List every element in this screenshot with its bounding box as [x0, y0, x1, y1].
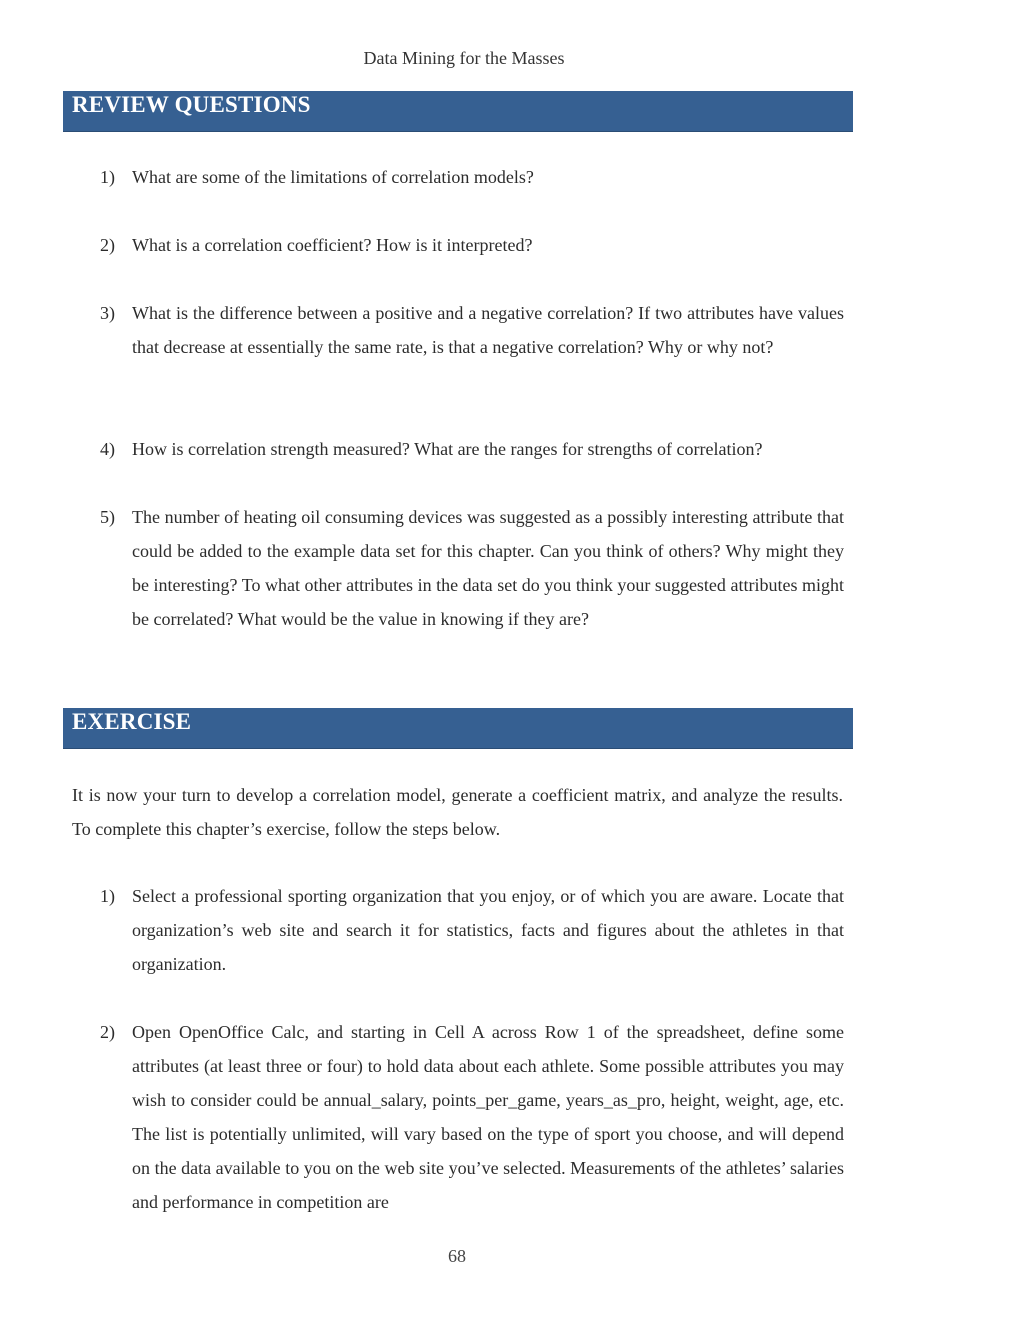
review-question-5	[100, 500, 844, 636]
exercise-step-1	[100, 879, 844, 981]
question-number: 4)	[100, 439, 115, 459]
review-question-1	[100, 160, 844, 194]
review-question-3	[100, 296, 844, 364]
question-number: 1)	[100, 167, 115, 187]
exercise-heading: EXERCISE	[72, 709, 192, 734]
question-text: How is correlation strength measured? What are the ranges for strengths of correlation?	[132, 439, 763, 459]
question-text: What is a correlation coefficient? How is it interpreted?	[132, 235, 533, 255]
review-question-4	[100, 432, 844, 466]
step-number: 2)	[100, 1022, 115, 1042]
question-number: 5)	[100, 507, 115, 527]
question-text: The number of heating oil consuming devices was suggested as a possibly interesting attribute that could be added to the example data set for this chapter. Can you think of others? Why might they be interesting? To what other attributes in the data set do you think your suggested attributes might be correlated? What would be the value in knowing if they are?	[132, 507, 844, 629]
question-text: What are some of the limitations of correlation models?	[132, 167, 534, 187]
question-number: 2)	[100, 235, 115, 255]
step-text: Select a professional sporting organization that you enjoy, or of which you are aware. Locate that organization’s web site and search it for statistics, facts and figures about the athletes in that organization.	[132, 886, 844, 974]
step-text: Open OpenOffice Calc, and starting in Cell A across Row 1 of the spreadsheet, define some attributes (at least three or four) to hold data about each athlete. Some possible attributes you may wish to consider could be annual_salary, points_per_game, years_as_pro, height, weight, age, etc. The list is potentially unlimited, will vary based on the type of sport you choose, and will depend on the data available to you on the web site you’ve selected. Measurements of the athletes’ salaries and performance in competition are	[132, 1022, 844, 1212]
question-text: What is the difference between a positive and a negative correlation? If two attributes have values that decrease at essentially the same rate, is that a negative correlation? Why or why not?	[132, 303, 844, 357]
review-questions-heading-bar	[63, 91, 853, 132]
step-number: 1)	[100, 886, 115, 906]
exercise-step-2	[100, 1015, 844, 1219]
review-question-2	[100, 228, 844, 262]
review-questions-heading: REVIEW QUESTIONS	[72, 92, 311, 117]
exercise-heading-bar	[63, 708, 853, 749]
page-number: 68	[448, 1246, 466, 1266]
question-number: 3)	[100, 303, 115, 323]
running-header: Data Mining for the Masses	[363, 48, 565, 68]
exercise-intro: It is now your turn to develop a correlation model, generate a coefficient matrix, and analyze the results. To complete this chapter’s exercise, follow the steps below.	[72, 785, 843, 839]
